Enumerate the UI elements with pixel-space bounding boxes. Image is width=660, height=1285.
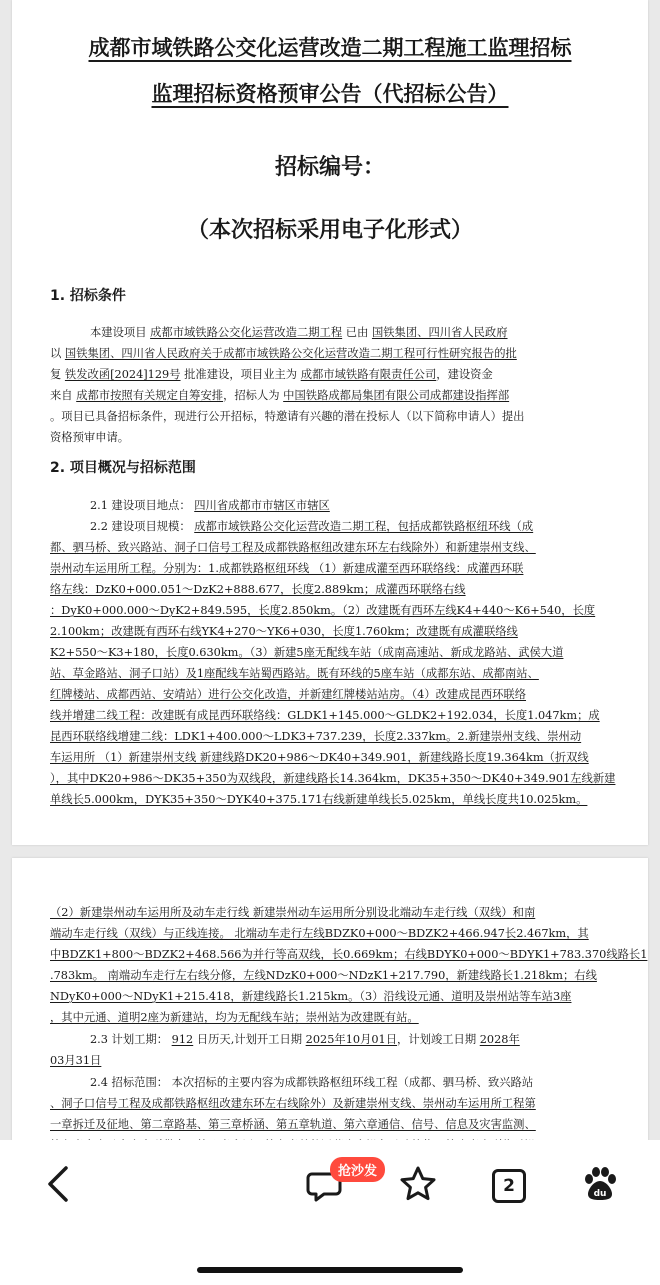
electronic-note: （本次招标采用电子化形式） bbox=[186, 218, 473, 243]
sec2-2-line-2: 都、驷马桥、致兴路站、洞子口信号工程及成都铁路枢纽改建东环左右线除外）和新建崇州支线、 bbox=[50, 541, 536, 554]
sec2-4-line-2: 、洞子口信号工程及成都铁路枢纽改建东环左右线除外）及新建崇州支线、崇州动车运用所工程第 bbox=[50, 1097, 536, 1110]
sec2-2-line-14: 单线长5.000km，DYK35+350～DYK40+375.171右线新建单线长5.025km，单线长度共10.025km。 bbox=[50, 793, 588, 806]
section-1-heading: 1. 招标条件 bbox=[50, 288, 126, 304]
sec2-2-line-4: 络左线：DzK0+000.051～DzK2+888.677，长度2.889km；成灌西环联络右线 bbox=[50, 583, 466, 596]
back-icon bbox=[44, 1164, 72, 1204]
sec2-2-line-13: ），其中DK20+986～DK35+350为双线段，新建线路长14.364km，DK35+350～DK40+349.901左线新建 bbox=[50, 772, 616, 785]
doc-title-line2: 监理招标资格预审公告（代招标公告） bbox=[151, 82, 509, 106]
sec2-3-line-2: 03月31日 bbox=[50, 1054, 102, 1067]
sec2-2-line-3: 崇州动车运用所工程。分别为：1.成都铁路枢纽环线 （1）新建成灌至西环联络线：成灌西环联 bbox=[50, 562, 524, 575]
svg-text:du: du bbox=[593, 1189, 607, 1199]
baidu-home-button[interactable] bbox=[572, 1156, 628, 1212]
favorite-button[interactable] bbox=[390, 1156, 446, 1212]
sec2-2-line-1: 2.2 建设项目规模： 成都市域铁路公交化运营改造二期工程，包括成都铁路枢纽环线（成 bbox=[90, 520, 534, 533]
p2-line-6: ，其中元通、道明2座为新建站，均为无配线车站；崇州站为改建既有站。 bbox=[50, 1011, 419, 1024]
doc-title-line1: 成都市域铁路公交化运营改造二期工程施工监理招标 bbox=[88, 36, 572, 60]
bottom-toolbar bbox=[0, 1140, 660, 1285]
document-page-2 bbox=[12, 858, 648, 1158]
sec2-2-line-7: K2+550～K3+180，长度0.630km。（3）新建5座无配线车站（成南高速站、新成龙路站、武侯大道 bbox=[50, 646, 564, 659]
bid-number-label: 招标编号： bbox=[274, 155, 385, 180]
tabs-button[interactable]: 2 bbox=[492, 1169, 526, 1203]
document-page-1 bbox=[12, 0, 648, 845]
p2-line-3: 中BDZK1+800～BDZK2+468.566为并行等高双线，长0.669km；右线BDYK0+000～BDYK1+783.370线路长1 bbox=[50, 948, 648, 961]
sec2-4-line-1: 2.4 招标范围： 本次招标的主要内容为成都铁路枢纽环线工程（成都、驷马桥、致兴路站 bbox=[90, 1076, 534, 1089]
star-icon bbox=[398, 1164, 438, 1204]
sec2-2-line-8: 站、草金路站、洞子口站）及1座配线车站蜀西路站。既有环线的5座车站（成都东站、成都南站、 bbox=[50, 667, 539, 680]
sec2-2-line-10: 线并增建二线工程：改建既有成昆西环联络线：GLDK1+145.000～GLDK2+192.034，长度1.047km；成 bbox=[50, 709, 600, 722]
baidu-paw-icon bbox=[580, 1164, 620, 1204]
p2-line-1: （2）新建崇州动车运用所及动车走行线 新建崇州动车运用所分别设北端动车走行线（双线）和南 bbox=[50, 906, 536, 919]
sec1-line-1: 本建设项目 成都市域铁路公交化运营改造二期工程 已由 国铁集团、四川省人民政府 bbox=[90, 326, 508, 339]
sec2-2-line-12: 车运用所 （1）新建崇州支线 新建线路DK20+986～DK40+349.901，新建线路长度19.364km（折双线 bbox=[50, 751, 589, 764]
back-button[interactable] bbox=[30, 1156, 86, 1212]
p2-line-2: 端动车走行线（双线）与正线连接。 北端动车走行左线BDZK0+000～BDZK2+466.947长2.467km，其 bbox=[50, 927, 589, 940]
sec2-2-line-6: 2.100km；改建既有西环右线YK4+270～YK6+030，长度1.760km；改建既有成灌联络线 bbox=[50, 625, 518, 638]
p2-line-4: .783km。 南端动车走行左右线分修，左线NDzK0+000～NDzK1+217.790，新建线路长1.218km；右线 bbox=[50, 969, 597, 982]
sec1-line-3: 复 铁发改函[2024]129号 批准建设，项目业主为 成都市域铁路有限责任公司，建设资金 bbox=[50, 368, 493, 381]
sec2-4-line-3: 一章拆迁及征地、第二章路基、第三章桥涵、第五章轨道、第六章通信、信号、信息及灾害监测、 bbox=[50, 1118, 536, 1131]
comment-badge[interactable]: 抢沙发 bbox=[330, 1157, 385, 1182]
p2-line-5: NDyK0+000～NDyK1+215.418，新建线路长1.215km。（3）沿线设元通、道明及崇州站等车站3座 bbox=[50, 990, 572, 1003]
sec2-2-line-5: ：DyK0+000.000～DyK2+849.595，长度2.850km。（2）改建既有西环左线K4+440～K6+540，长度 bbox=[50, 604, 596, 617]
sec2-1-line: 2.1 建设项目地点： 四川省成都市市辖区市辖区 bbox=[90, 499, 330, 512]
section-2-heading: 2. 项目概况与招标范围 bbox=[50, 460, 196, 476]
home-indicator bbox=[197, 1267, 463, 1273]
sec1-line-2: 以 国铁集团、四川省人民政府关于成都市域铁路公交化运营改造二期工程可行性研究报告的批 bbox=[50, 347, 517, 360]
sec1-line-6: 资格预审申请。 bbox=[50, 431, 130, 444]
sec2-2-line-11: 昆西环联络线增建二线：LDK1+400.000～LDK3+737.239，长度2.337km。2.新建崇州支线、崇州动 bbox=[50, 730, 582, 743]
sec1-line-4: 来自 成都市按照有关规定自筹安排，招标人为 中国铁路成都局集团有限公司成都建设指挥部 bbox=[50, 389, 510, 402]
sec2-3-line-1: 2.3 计划工期： 912 日历天,计划开工日期 2025年10月01日，计划竣工日期 2028年 bbox=[90, 1033, 520, 1046]
sec2-2-line-9: 红牌楼站、成都西站、安靖站）进行公交化改造，并新建红牌楼站站房。（4）改建成昆西环联络 bbox=[50, 688, 527, 701]
sec1-line-5: 。项目已具备招标条件，现进行公开招标，特邀请有兴趣的潜在投标人（以下简称申请人）提出 bbox=[50, 410, 525, 423]
